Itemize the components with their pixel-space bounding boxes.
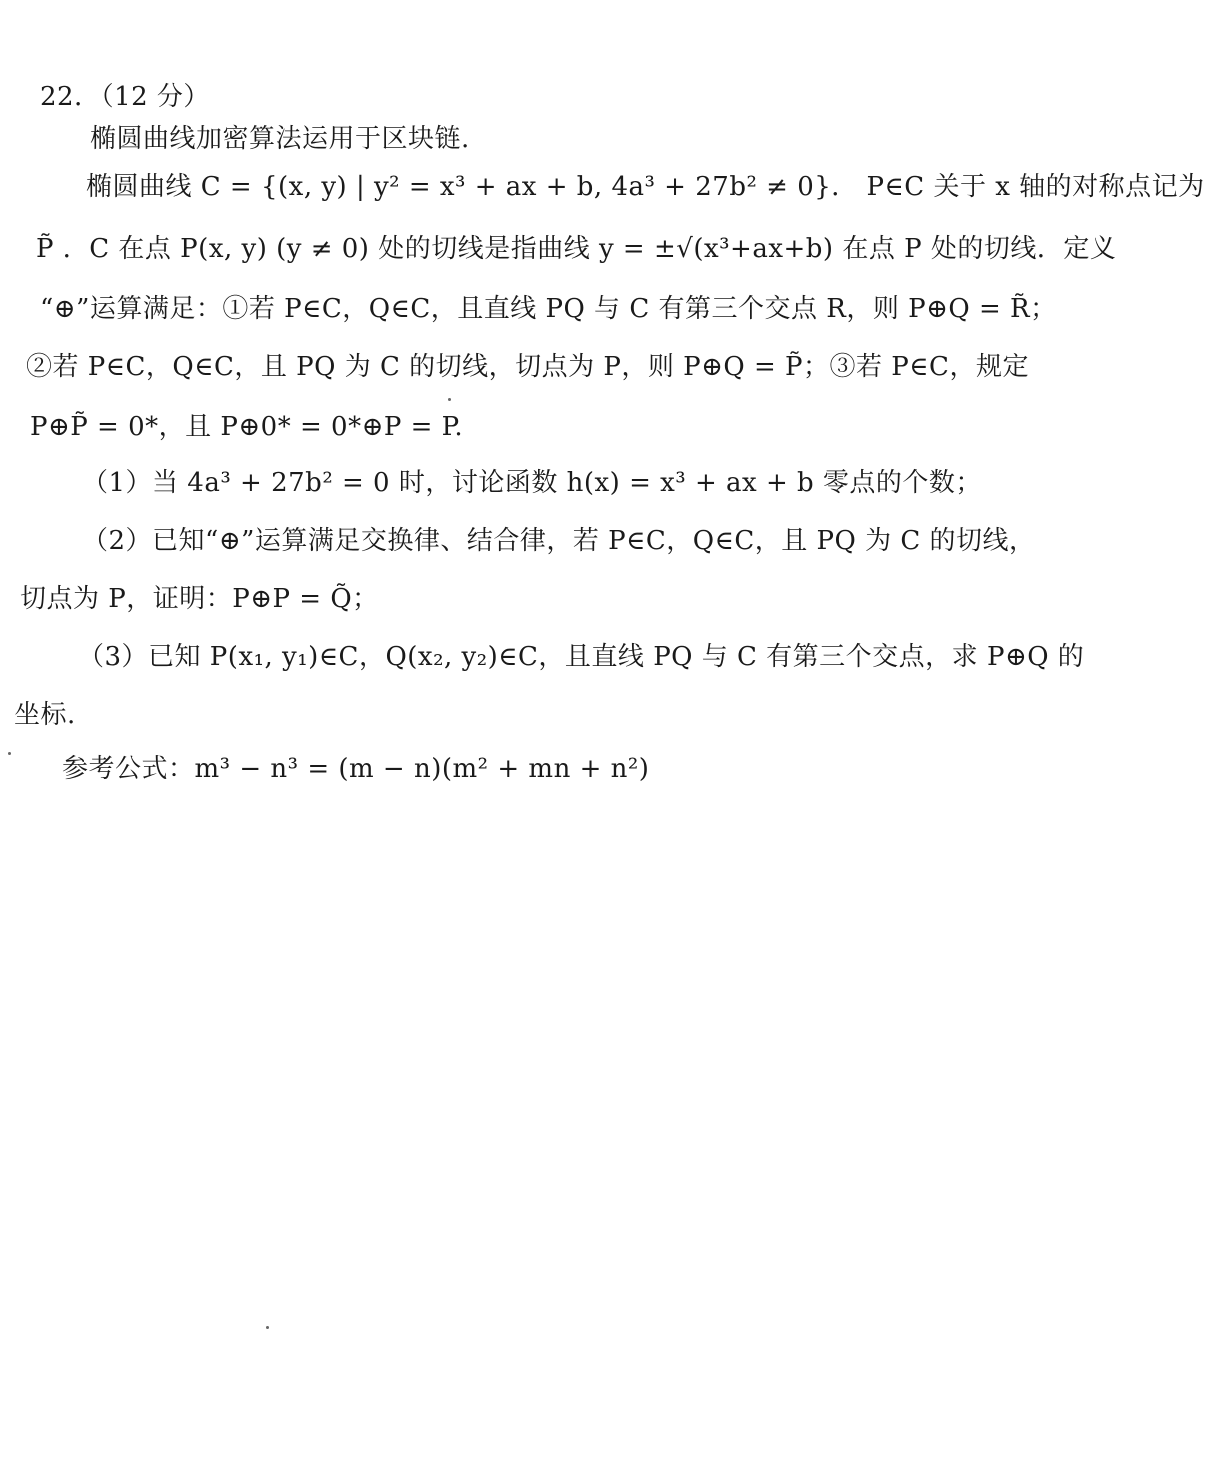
part-3-line: 坐标. (14, 700, 76, 730)
problem-intro: 椭圆曲线加密算法运用于区块链. (90, 124, 470, 154)
definition-line: P⊕P̃ = 0*，且 P⊕0* = 0*⊕P = P. (30, 412, 464, 442)
definition-line: ②若 P∈C，Q∈C，且 PQ 为 C 的切线，切点为 P，则 P⊕Q = P̃；③若 P∈C，规定 (26, 352, 1029, 382)
part-3-line: （3）已知 P(x₁, y₁)∈C，Q(x₂, y₂)∈C，且直线 PQ 与 C 有第三个交点，求 P⊕Q 的 (78, 642, 1085, 672)
problem-header: 22．（12 分） (40, 82, 210, 112)
scan-speck (266, 1326, 269, 1329)
scan-speck (8, 752, 11, 755)
reference-formula: 参考公式：m³ − n³ = (m − n)(m² + mn + n²) (62, 754, 650, 784)
definition-line: 椭圆曲线 C = {(x, y) | y² = x³ + ax + b, 4a³ + 27b² ≠ 0}． P∈C 关于 x 轴的对称点记为 (86, 172, 1205, 202)
definition-line: P̃ ．C 在点 P(x, y) (y ≠ 0) 处的切线是指曲线 y = ±√(x³+ax+b) 在点 P 处的切线．定义 (36, 234, 1117, 264)
part-2-line: 切点为 P，证明：P⊕P = Q̃； (20, 584, 379, 614)
scan-speck (448, 398, 451, 401)
part-2-line: （2）已知“⊕”运算满足交换律、结合律，若 P∈C，Q∈C，且 PQ 为 C 的切线， (82, 526, 1036, 556)
part-1-line: （1）当 4a³ + 27b² = 0 时，讨论函数 h(x) = x³ + ax + b 零点的个数； (82, 468, 982, 498)
definition-line: “⊕”运算满足：①若 P∈C，Q∈C，且直线 PQ 与 C 有第三个交点 R，则 P⊕Q = R̃； (40, 294, 1057, 324)
